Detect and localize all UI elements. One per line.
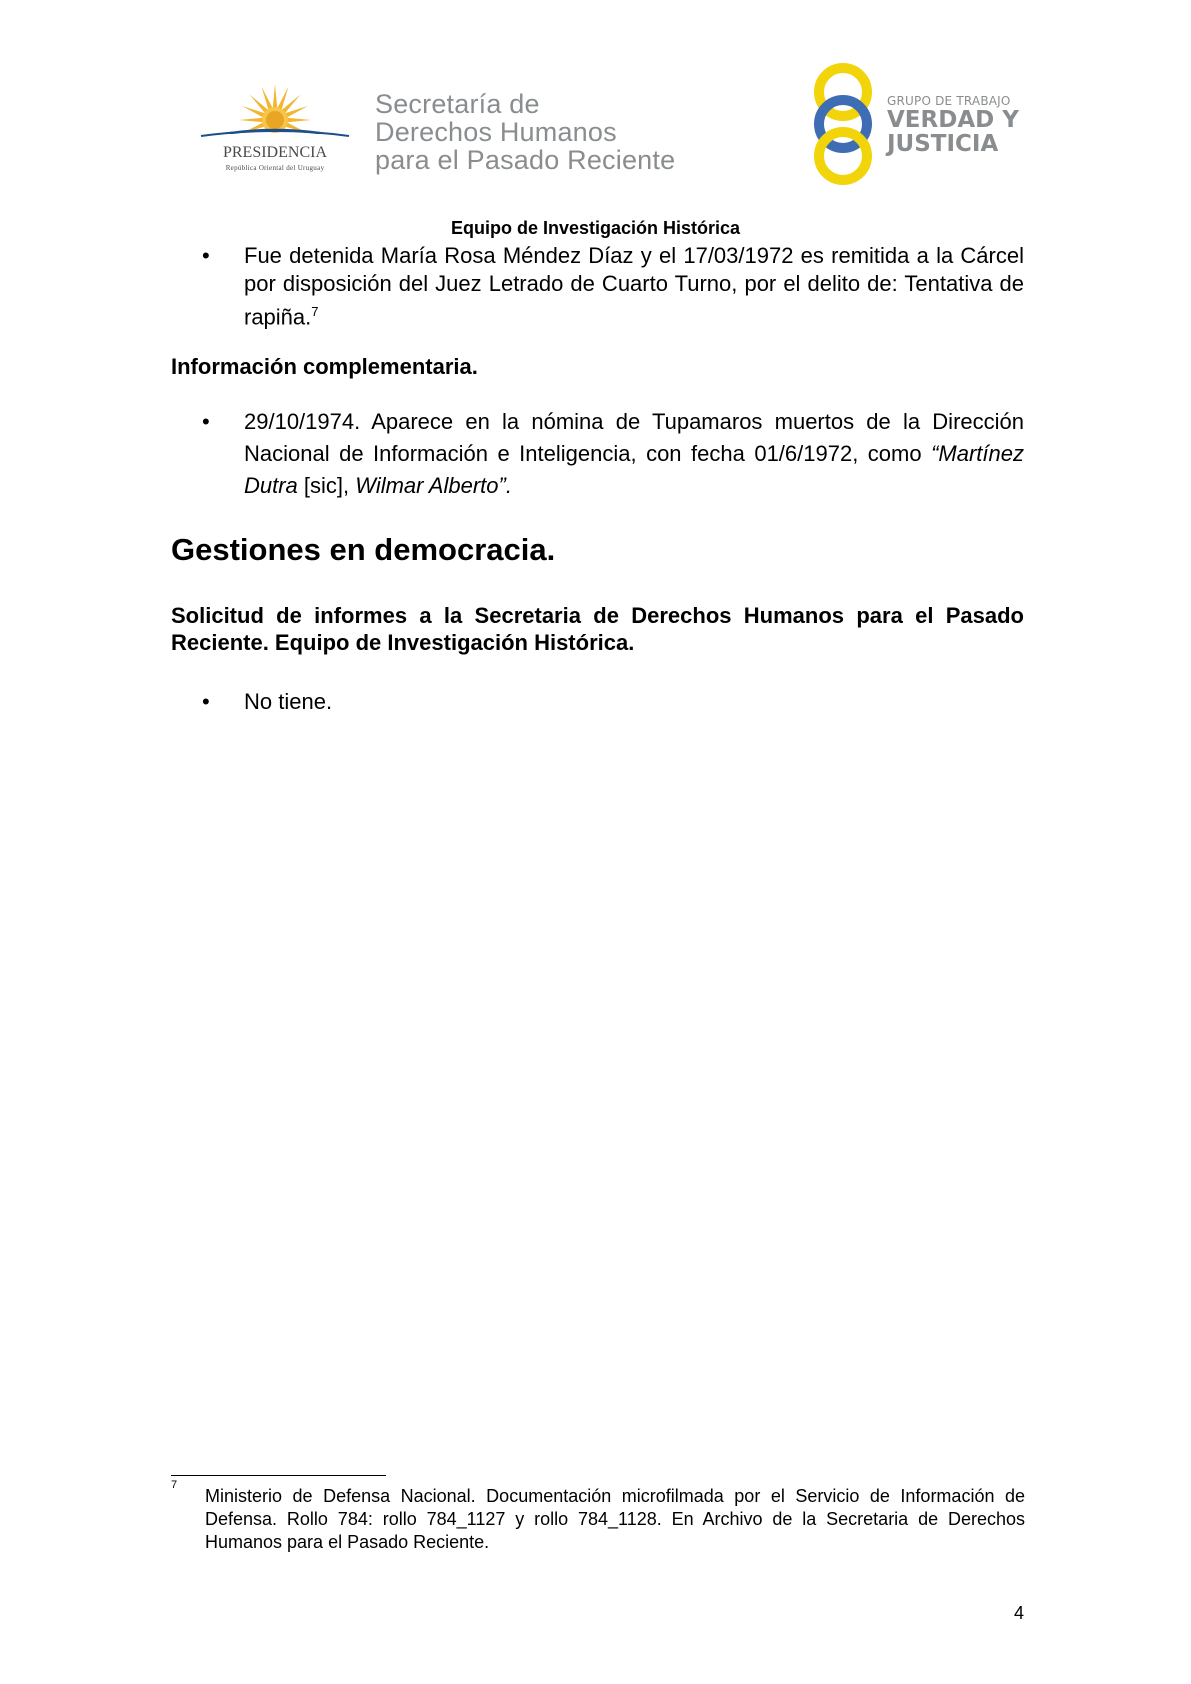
sic-text: [sic], [297,473,356,498]
solicitud-heading: Solicitud de informes a la Secretaria de Derechos Humanos para el Pasado Reciente. Equipo de Investigación Histórica. [171,603,1024,655]
info-heading: Información complementaria. [171,354,478,379]
presidencia-logo [195,82,355,178]
bullet-icon: • [202,689,210,714]
italic-name-1: “Martínez Dutra [244,441,1024,498]
bullet-icon: • [202,243,210,268]
secretaria-title [375,90,675,174]
presidencia-sub: República Oriental del Uruguay [225,164,325,172]
italic-name-2: Wilmar Alberto”. [355,473,512,498]
rings-icon [810,62,885,187]
bullet-text: Fue detenida María Rosa Méndez Díaz y el 17/03/1972 es remitida a la Cárcel por disposición del Juez Letrado de Cuarto Turno, por el delito de: Tentativa de rapiña. [244,243,1024,330]
verdad-justicia-logo [810,62,1030,187]
bullet-icon: • [202,409,210,434]
secretaria-line-2: Derechos Humanos [375,117,617,147]
footnote-ref[interactable]: 7 [311,304,319,319]
bullet-text: 29/10/1974. Aparece en la nómina de Tupamaros muertos de la Dirección Nacional de Información e Inteligencia, con fecha 01/6/1972, como [244,409,1024,466]
bullet-text: No tiene. [244,689,333,714]
page-number: 4 [1014,1603,1025,1623]
presidencia-label: PRESIDENCIA [222,144,327,161]
grupo-line-2: JUSTICIA [887,131,999,157]
footnote-separator [171,1475,386,1476]
bullet-item-detenida [202,242,1024,331]
secretaria-line-1: Secretaría de [375,89,540,119]
secretaria-line-3: para el Pasado Reciente [375,145,676,175]
bullet-item-no-tiene [202,688,1024,716]
footnote-text: Ministerio de Defensa Nacional. Documentación microfilmada por el Servicio de Información de Defensa. Rollo 784: rollo 784_1127 y rollo 784_1128. En Archivo de la Secretaria de Derechos Humanos para el Pasado Reciente. [205,1486,1025,1552]
grupo-line-1: VERDAD Y [887,107,1019,133]
document-header: Equipo de Investigación Histórica [450,218,741,238]
bullet-item-nomina [202,406,1024,502]
gestiones-heading: Gestiones en democracia. [171,532,556,567]
footnote-number: 7 [171,1479,178,1491]
grupo-small: GRUPO DE TRABAJO [887,94,1011,108]
